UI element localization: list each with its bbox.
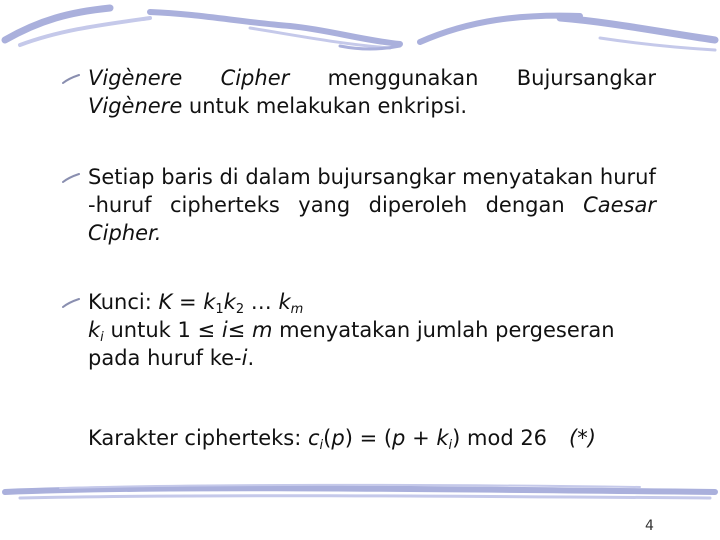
text-fragment: +: [405, 426, 437, 450]
subscript: 1: [215, 302, 224, 317]
text-fragment: ) mod 26: [452, 426, 548, 450]
text-line: Setiap baris di dalam bujursangkar menyatakan huruf: [88, 165, 656, 189]
key-explanation: [88, 316, 656, 344]
var-k: k: [223, 290, 236, 314]
word: cipherteks: [169, 193, 280, 217]
var-c: c: [307, 426, 320, 450]
bullet-icon: [62, 74, 80, 84]
word: yang: [298, 193, 351, 217]
word: diperoleh: [368, 193, 468, 217]
text-fragment: Kunci:: [88, 290, 159, 314]
symbol-le: ≤: [197, 318, 216, 342]
word-menggunakan: menggunakan: [327, 66, 479, 90]
page-number: 4: [645, 518, 654, 534]
text-fragment: untuk 1: [103, 318, 198, 342]
formula-line: [88, 424, 688, 452]
key-definition: [88, 288, 656, 316]
key-explanation-end: [88, 344, 656, 372]
subscript: i: [319, 438, 324, 453]
term-vigenere: Vigènere: [88, 66, 183, 90]
bullet-1-text: [88, 64, 656, 120]
text-fragment: .: [247, 346, 255, 370]
top-decoration: [0, 0, 720, 60]
bottom-decoration: [0, 478, 720, 508]
bullet-icon: [62, 173, 80, 183]
var-k: k: [436, 426, 449, 450]
var-p: p: [392, 426, 406, 450]
text-fragment: =: [172, 290, 204, 314]
text-fragment: ) = (: [344, 426, 393, 450]
term-cipher: Cipher.: [88, 221, 162, 245]
word: -huruf: [88, 193, 152, 217]
var-k: k: [203, 290, 216, 314]
subscript: i: [448, 438, 453, 453]
term-vigenere-2: Vigènere: [88, 94, 183, 118]
text-fragment: (: [323, 426, 332, 450]
var-i: i: [241, 346, 248, 370]
subscript: m: [290, 302, 304, 317]
var-K: K: [158, 290, 173, 314]
word: dengan: [485, 193, 565, 217]
term-caesar: Caesar: [583, 193, 656, 217]
text-fragment: [215, 318, 222, 342]
text-fragment: …: [244, 290, 279, 314]
var-k: k: [278, 290, 291, 314]
bullet-3-text: [88, 288, 656, 372]
bullet-2-text: [88, 163, 656, 247]
text-fragment: menyatakan jumlah pergeseran: [272, 318, 615, 342]
text-fragment: untuk melakukan enkripsi.: [182, 94, 468, 118]
text-fragment: [245, 318, 252, 342]
symbol-le: ≤: [227, 318, 246, 342]
var-m: m: [251, 318, 273, 342]
var-i: i: [221, 318, 228, 342]
text-fragment: Karakter cipherteks:: [88, 426, 308, 450]
bullet-icon: [62, 298, 80, 308]
var-p: p: [331, 426, 345, 450]
formula-reference: (*): [569, 426, 596, 450]
text-fragment: pada huruf ke-: [88, 346, 242, 370]
subscript: i: [100, 330, 104, 345]
subscript: 2: [235, 302, 245, 317]
term-cipher: Cipher: [220, 66, 290, 90]
word-bujursangkar: Bujursangkar: [516, 66, 656, 90]
var-k: k: [88, 318, 101, 342]
